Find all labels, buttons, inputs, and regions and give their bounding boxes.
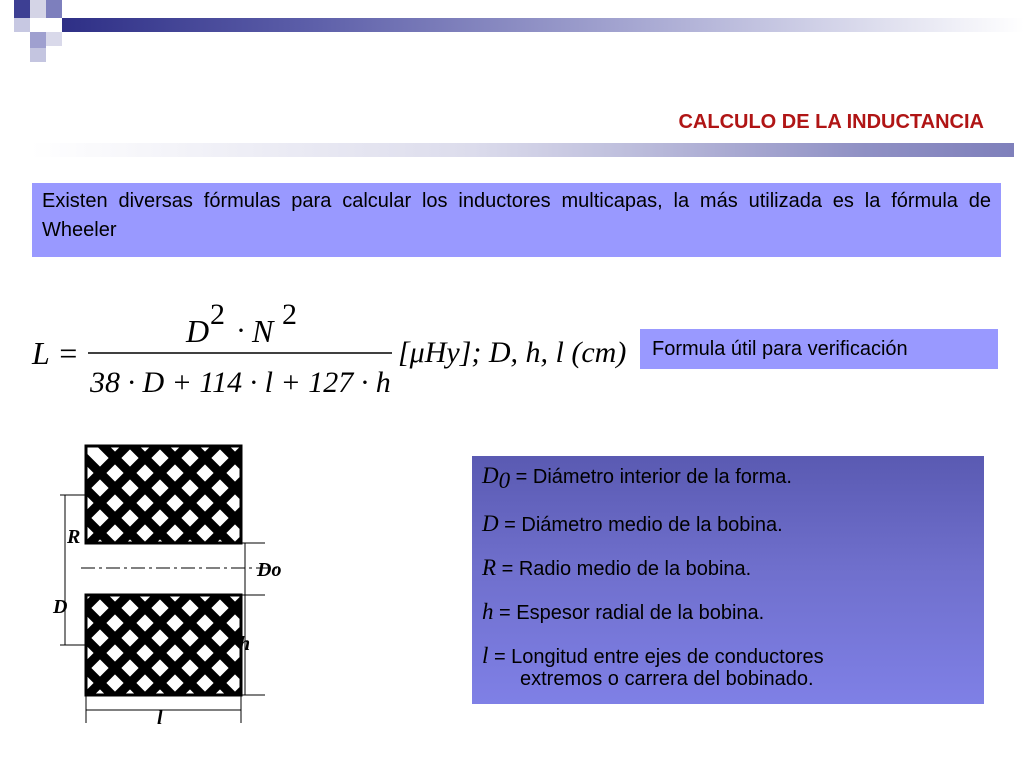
def-text: = Diámetro interior de la forma. [510, 466, 792, 488]
title-underline [30, 143, 1014, 157]
label-D: D [53, 596, 68, 618]
def-text: = Diámetro medio de la bobina. [498, 514, 783, 536]
header-square [46, 32, 62, 46]
def-text: = Espesor radial de la bobina. [493, 602, 765, 624]
formula-lhs: L = [32, 335, 79, 371]
intro-box [32, 183, 1001, 257]
def-symbol: R [482, 555, 497, 580]
def-symbol: l [482, 643, 489, 668]
label-Do: Do [257, 559, 282, 581]
definition-item [482, 645, 974, 690]
header-square [14, 0, 30, 18]
label-R: R [67, 526, 81, 548]
def-text: = Radio medio de la bobina. [496, 558, 752, 580]
definition-item [482, 465, 974, 492]
intro-text: Existen diversas fórmulas para calcular los inductores multicapas, la más utilizada es la fórmula de Wheeler [42, 190, 991, 241]
units: [μHy]; D, h, l (cm) [398, 336, 627, 369]
header-square [46, 0, 62, 18]
numerator-D: D [186, 313, 210, 349]
header-square [30, 32, 46, 48]
definition-item [482, 513, 974, 536]
header-square [30, 48, 46, 62]
def-continuation: extremos o carrera del bobinado. [520, 668, 814, 690]
numerator-N: N [252, 313, 274, 349]
numerator-exp2: 2 [282, 298, 297, 331]
label-l: l [157, 707, 163, 728]
definitions-box [472, 456, 984, 704]
def-subscript: 0 [498, 468, 511, 493]
header-square [30, 0, 46, 18]
numerator-exp1: 2 [210, 298, 225, 331]
def-symbol: D [482, 511, 499, 536]
numerator-dot: · [236, 314, 246, 347]
coil-diagram [45, 438, 315, 728]
definition-item [482, 601, 974, 624]
def-symbol: h [482, 599, 494, 624]
def-symbol: D [482, 463, 499, 488]
verification-note: Formula útil para verificación [640, 329, 998, 369]
header-band [62, 18, 1024, 32]
denominator: 38 · D + 114 · l + 127 · h [90, 366, 391, 399]
wheeler-formula [30, 296, 630, 406]
definition-item [482, 557, 974, 580]
slide-title: CALCULO DE LA INDUCTANCIA [678, 111, 984, 133]
label-h: h [239, 633, 251, 655]
header-square [14, 18, 30, 32]
def-text: = Longitud entre ejes de conductores [488, 646, 824, 668]
